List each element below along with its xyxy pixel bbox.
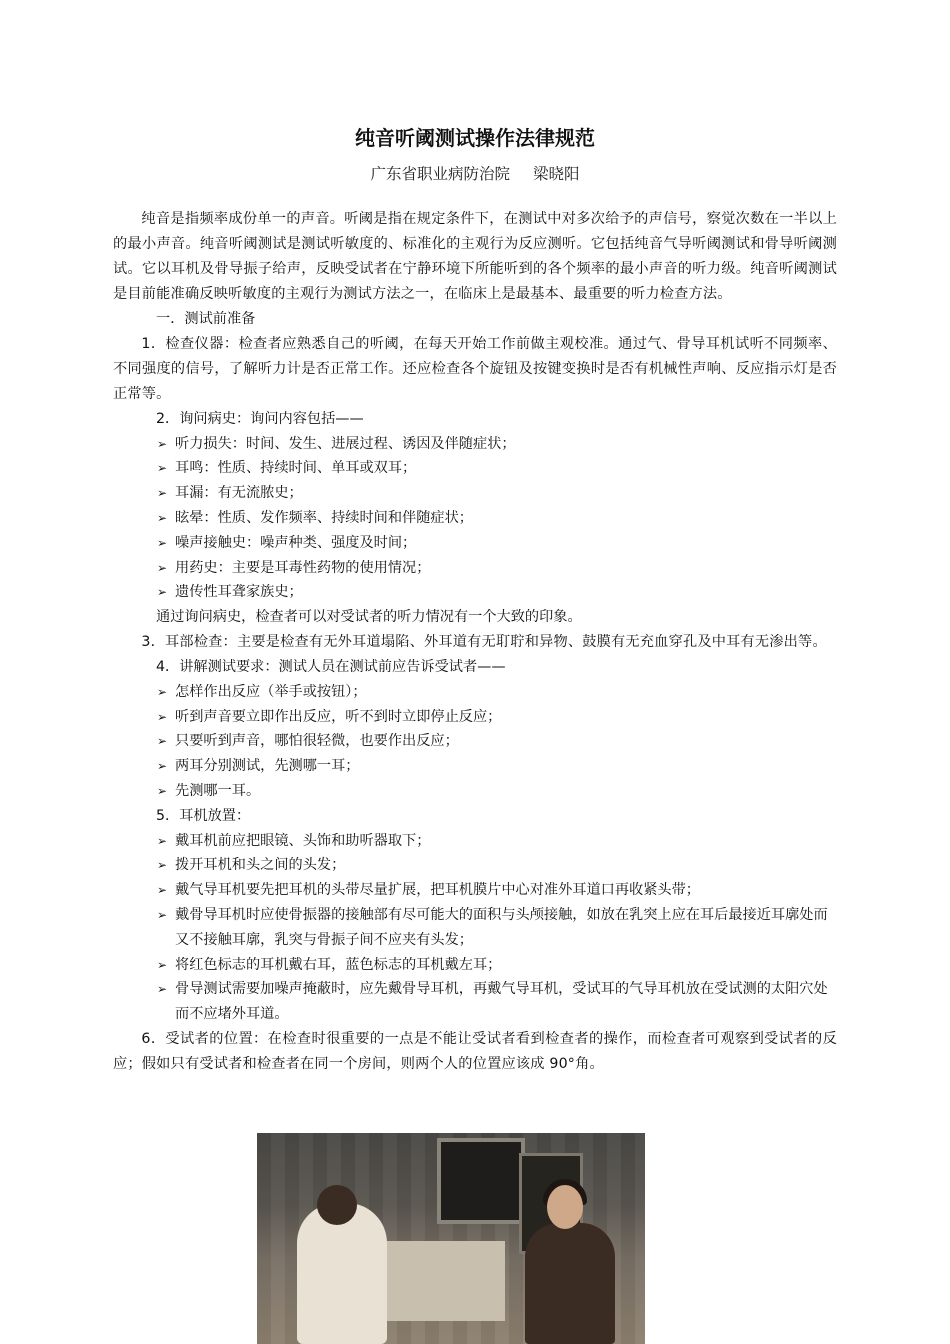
bullet-item xyxy=(113,680,837,705)
bullet-item xyxy=(113,953,837,978)
arrow-bullet-icon: ➢ xyxy=(157,461,168,476)
item-5-heading: 5．耳机放置： xyxy=(156,807,251,824)
bullet-text: 骨导测试需要加噪声掩蔽时，应先戴骨导耳机，再戴气导耳机，受试耳的气导耳机放在受试测的太阳穴处而不应堵外耳道。 xyxy=(175,981,828,1023)
arrow-bullet-icon: ➢ xyxy=(157,510,168,525)
item-2-summary: 通过询问病史，检查者可以对受试者的听力情况有一个大致的印象。 xyxy=(156,609,582,626)
bullet-text: 怎样作出反应（举手或按钮）； xyxy=(175,683,367,700)
bullet-text: 先测哪一耳。 xyxy=(175,782,261,799)
bullet-text: 两耳分别测试，先测哪一耳； xyxy=(175,758,360,775)
item-4-heading: 4．讲解测试要求：测试人员在测试前应告诉受试者—— xyxy=(156,658,506,675)
bullet-text: 听到声音要立即作出反应，听不到时立即停止反应； xyxy=(175,708,502,725)
bullet-item xyxy=(113,754,837,779)
bullet-item xyxy=(113,556,837,581)
bullet-item xyxy=(113,531,837,556)
audiometry-room-photo xyxy=(257,1133,645,1344)
item-2-bullet-list xyxy=(113,432,837,606)
bullet-item xyxy=(113,779,837,804)
bullet-item xyxy=(113,853,837,878)
arrow-bullet-icon: ➢ xyxy=(157,436,168,451)
bullet-text: 噪声接触史：噪声种类、强度及时间； xyxy=(175,534,417,551)
bullet-item xyxy=(113,580,837,605)
item-2-heading: 2．询问病史：询问内容包括—— xyxy=(156,410,364,427)
arrow-bullet-icon: ➢ xyxy=(157,957,168,972)
bullet-item xyxy=(113,432,837,457)
item-5-bullet-list xyxy=(113,829,837,1027)
document-title: 纯音听阈测试操作法律规范 xyxy=(355,126,595,150)
arrow-bullet-icon: ➢ xyxy=(157,982,168,997)
arrow-bullet-icon: ➢ xyxy=(157,709,168,724)
bullet-item xyxy=(113,977,837,1027)
bullet-text: 耳鸣：性质、持续时间、单耳或双耳； xyxy=(175,460,417,477)
bullet-item xyxy=(113,878,837,903)
bullet-item xyxy=(113,456,837,481)
arrow-bullet-icon: ➢ xyxy=(157,783,168,798)
bullet-text: 只要听到声音，哪怕很轻微，也要作出反应； xyxy=(175,733,459,750)
bullet-item xyxy=(113,506,837,531)
arrow-bullet-icon: ➢ xyxy=(157,833,168,848)
bullet-item xyxy=(113,705,837,730)
author-line: 广东省职业病防治院 梁晓阳 xyxy=(370,165,580,183)
intro-paragraph: 纯音是指频率成份单一的声音。听阈是指在规定条件下，在测试中对多次给予的声信号，察觉次数在一半以上的最小声音。纯音听阈测试是测试听敏度的、标准化的主观行为反应测听。它包括纯音气导听阈测试和骨导听阈测试。它以耳机及骨导振子给声，反映受试者在宁静环境下所能听到的各个频率的最小声音的听力级。纯音听阈测试是目前能准确反映听敏度的主观行为测试方法之一，在临床上是最基本、最重要的听力检查方法。 xyxy=(113,211,837,302)
item-6-paragraph: 6．受试者的位置：在检查时很重要的一点是不能让受试者看到检查者的操作，而检查者可观察到受试者的反应；假如只有受试者和检查者在同一个房间，则两个人的位置应该成 90°角。 xyxy=(113,1030,837,1072)
bullet-item xyxy=(113,829,837,854)
bullet-text: 将红色标志的耳机戴右耳，蓝色标志的耳机戴左耳； xyxy=(175,956,502,973)
bullet-text: 戴骨导耳机时应使骨振器的接触部有尽可能大的面积与头颅接触，如放在乳突上应在耳后最接近耳廓处而又不接触耳廓，乳突与骨振子间不应夹有头发； xyxy=(175,906,828,948)
arrow-bullet-icon: ➢ xyxy=(157,883,168,898)
arrow-bullet-icon: ➢ xyxy=(157,486,168,501)
arrow-bullet-icon: ➢ xyxy=(157,858,168,873)
bullet-item xyxy=(113,729,837,754)
bullet-text: 眩晕：性质、发作频率、持续时间和伴随症状； xyxy=(175,509,473,526)
arrow-bullet-icon: ➢ xyxy=(157,560,168,575)
bullet-text: 听力损失：时间、发生、进展过程、诱因及伴随症状； xyxy=(175,435,516,452)
bullet-text: 用药史：主要是耳毒性药物的使用情况； xyxy=(175,559,431,576)
arrow-bullet-icon: ➢ xyxy=(157,734,168,749)
bullet-text: 遗传性耳聋家族史； xyxy=(175,584,303,601)
bullet-text: 耳漏：有无流脓史； xyxy=(175,485,303,502)
document-body xyxy=(113,207,837,1077)
bullet-text: 戴气导耳机要先把耳机的头带尽量扩展，把耳机膜片中心对准外耳道口再收紧头带； xyxy=(175,882,700,899)
arrow-bullet-icon: ➢ xyxy=(157,535,168,550)
item-4-bullet-list xyxy=(113,680,837,804)
bullet-item xyxy=(113,903,837,953)
bullet-text: 拨开耳机和头之间的头发； xyxy=(175,857,346,874)
item-3-paragraph: 3．耳部检查：主要是检查有无外耳道塌陷、外耳道有无耵聍和异物、鼓膜有无充血穿孔及中耳有无渗出等。 xyxy=(141,633,827,650)
item-1-paragraph: 1．检查仪器：检查者应熟悉自己的听阈，在每天开始工作前做主观校准。通过气、骨导耳机试听不同频率、不同强度的信号，了解听力计是否正常工作。还应检查各个旋钮及按键变换时是否有机械性声响、反应指示灯是否正常等。 xyxy=(113,335,837,402)
arrow-bullet-icon: ➢ xyxy=(157,684,168,699)
arrow-bullet-icon: ➢ xyxy=(157,585,168,600)
bullet-text: 戴耳机前应把眼镜、头饰和助听器取下； xyxy=(175,832,431,849)
section-heading: 一．测试前准备 xyxy=(156,311,256,327)
arrow-bullet-icon: ➢ xyxy=(157,759,168,774)
bullet-item xyxy=(113,481,837,506)
arrow-bullet-icon: ➢ xyxy=(157,907,168,922)
